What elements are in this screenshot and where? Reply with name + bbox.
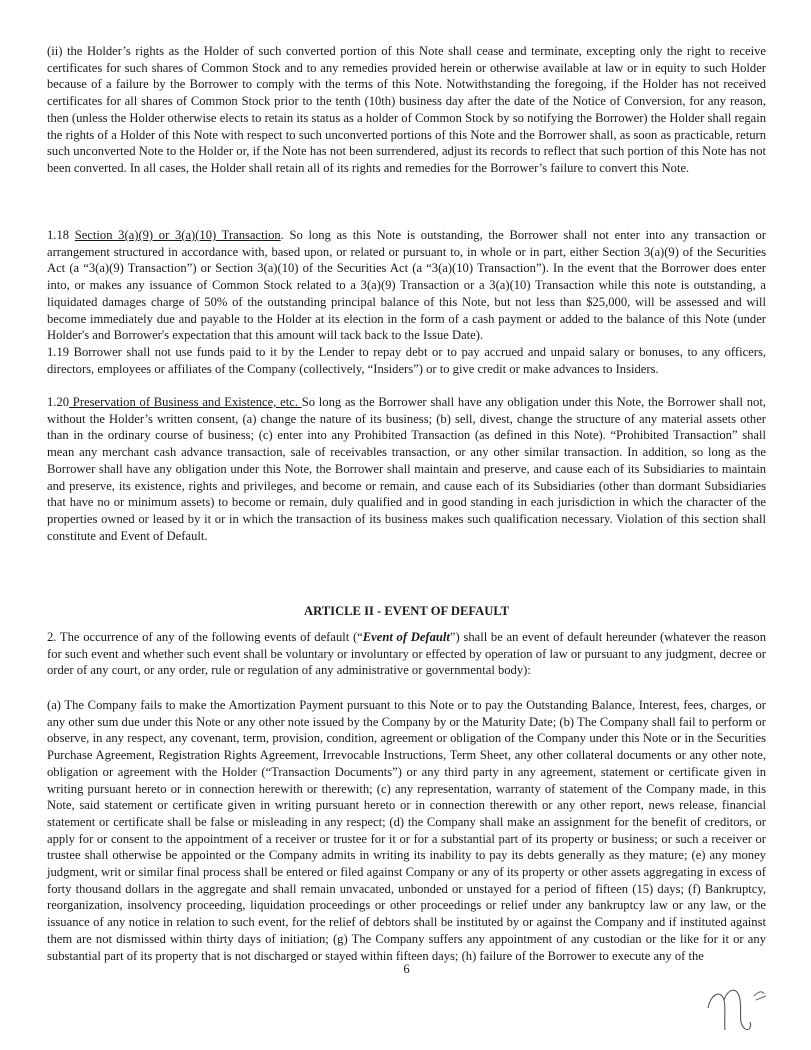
- section-1-19: [47, 344, 766, 377]
- section-2-intro: [47, 629, 766, 679]
- section-title: Preservation of Business and Existence, etc.: [69, 395, 302, 409]
- section-title: Section 3(a)(9) or 3(a)(10) Transaction: [74, 228, 281, 242]
- paragraph-conversion-rights: [47, 43, 766, 177]
- section-1-18: [47, 227, 766, 344]
- defined-term: Event of Default: [362, 630, 450, 644]
- paragraph-text: (a) The Company fails to make the Amortization Payment pursuant to this Note or to pay the Outstanding Balance, Interest, fees, charges, or any other sum due under this Note or any other note issued by the Company by or the Maturity Date; (b) The Company shall fail to perform or observe, in any respect, any covenant, term, provision, condition, agreement or obligation of the Company under this Note or in the Securities Purchase Agreement, Registration Rights Agreement, Irrevocable Instructions, Term Sheet, any other collateral documents or any other note, obligation or agreement with the Holder (“Transaction Documents”) or any third party in any agreement, statement or certificate given in writing pursuant hereto or in connection herewith or therewith; (c) any representation, warranty of statement of the Company made, in this Note, said statement or certificate given in writing pursuant hereto or in connection therewith or any other report, news release, financial statement or certificate shall be false or misleading in any respect; (d) the Company shall make an assignment for the benefit of creditors, or apply for or consent to the appointment of a receiver or trustee for it or for a substantial part of its property or business; or such a receiver or trustee shall otherwise be appointed or the Company admits in writing its inability to pay its debts generally as they mature; (e) any money judgment, writ or similar final process shall be entered or filed against Company or any of its property or other assets aggregating in excess of forty thousand dollars in the aggregate and shall remain unvacated, unbonded or unstayed for a period of fifteen (15) days; (f) Bankruptcy, reorganization, insolvency proceeding, liquidation proceedings or other proceedings or relief under any bankruptcy law or any law, or the issuance of any notice in relation to such event, for the relief of debtors shall be instituted by or against the Company and if instituted against them are not dismissed within thirty days of initiation; (g) The Company suffers any appointment of any custodian or the like for it or any substantial part of its property that is not discharged or stayed within fifteen days; (h) failure of the Borrower to execute any of the: [47, 698, 766, 963]
- section-number: 1.20: [47, 395, 70, 409]
- article-heading: ARTICLE II - EVENT OF DEFAULT: [304, 604, 509, 618]
- signature-initials-icon: [700, 978, 780, 1038]
- section-body: . So long as this Note is outstanding, the Borrower shall not enter into any transaction or arrangement structured in accordance with, based upon, or related or pursuant to, in whole or in part, either Section 3(a)(9) of the Securities Act (a “3(a)(9) Transaction”) or Section 3(a)(10) of the Securities Act (a “3(a)(10) Transaction”). In the event that the Borrower does enter into, or makes any issuance of Common Stock related to a 3(a)(9) Transaction or a 3(a)(10) Transaction while this note is outstanding, a liquidated damages charge of 50% of the outstanding principal balance of this Note, but not less than $25,000, will be assessed and will become immediately due and payable to the Holder at its election in the form of a cash payment or added to the balance of this Note (under Holder's and Borrower's expectation that this amount will tack back to the Issue Date).: [47, 228, 766, 343]
- section-text: 2. The occurrence of any of the following events of default (“: [47, 630, 363, 644]
- section-body: 1.19 Borrower shall not use funds paid to it by the Lender to repay debt or to pay accrued and unpaid salary or bonuses, to any officers, directors, employees or affiliates of the Company (collectively, “Insiders”) or to give credit or make advances to Insiders.: [47, 345, 766, 376]
- events-of-default-list: [47, 697, 766, 964]
- section-1-20: [47, 394, 766, 544]
- section-body: So long as the Borrower shall have any obligation under this Note, the Borrower shall not, without the Holder’s written consent, (a) change the nature of its business; (b) sell, divest, change the structure of any material assets other than in the ordinary course of business; (c) enter into any Prohibited Transaction (as defined in this Note). “Prohibited Transaction” shall mean any merchant cash advance transaction, sale of receivables transaction, or any other similar transaction. In addition, so long as the Borrower shall have any obligation under this Note, the Borrower shall maintain and preserve, and cause each of its Subsidiaries to maintain and preserve, its existence, rights and privileges, and become or remain, and cause each of its Subsidiaries (other than dormant Subsidiaries that have no or minimum assets) to become or remain, duly qualified and in good standing in each jurisdiction in which the character of the properties owned or leased by it or in which the transaction of its business makes such qualification necessary. Violation of this section shall constitute and Event of Default.: [47, 395, 766, 543]
- section-text: ”) shall be an event of default hereunder (whatever the reason for such event and whether such event shall be voluntary or involuntary or effected by operation of law or pursuant to any judgment, decree or order of any court, or any order, rule or regulation of any administrative or governmental body):: [47, 630, 767, 678]
- section-number: 1.18: [47, 228, 75, 242]
- page-number: 6: [403, 962, 410, 976]
- paragraph-text: (ii) the Holder’s rights as the Holder of such converted portion of this Note shall cease and terminate, excepting only the right to receive certificates for such shares of Common Stock and to any remedies provided herein or otherwise available at law or in equity to such Holder because of a failure by the Borrower to comply with the terms of this Note. Notwithstanding the foregoing, if the Holder has not received certificates for all shares of Common Stock prior to the tenth (10th) business day after the date of the Notice of Conversion, for any reason, then (unless the Holder otherwise elects to retain its status as a holder of Common Stock by so notifying the Borrower) the Holder shall regain the rights of a Holder of this Note with respect to such unconverted portions of this Note and the Borrower shall, as soon as practicable, return such unconverted Note to the Holder or, if the Note has not been surrendered, adjust its records to reflect that such portion of this Note has not been converted. In all cases, the Holder shall retain all of its rights and remedies for the Borrower’s failure to convert this Note.: [47, 44, 766, 175]
